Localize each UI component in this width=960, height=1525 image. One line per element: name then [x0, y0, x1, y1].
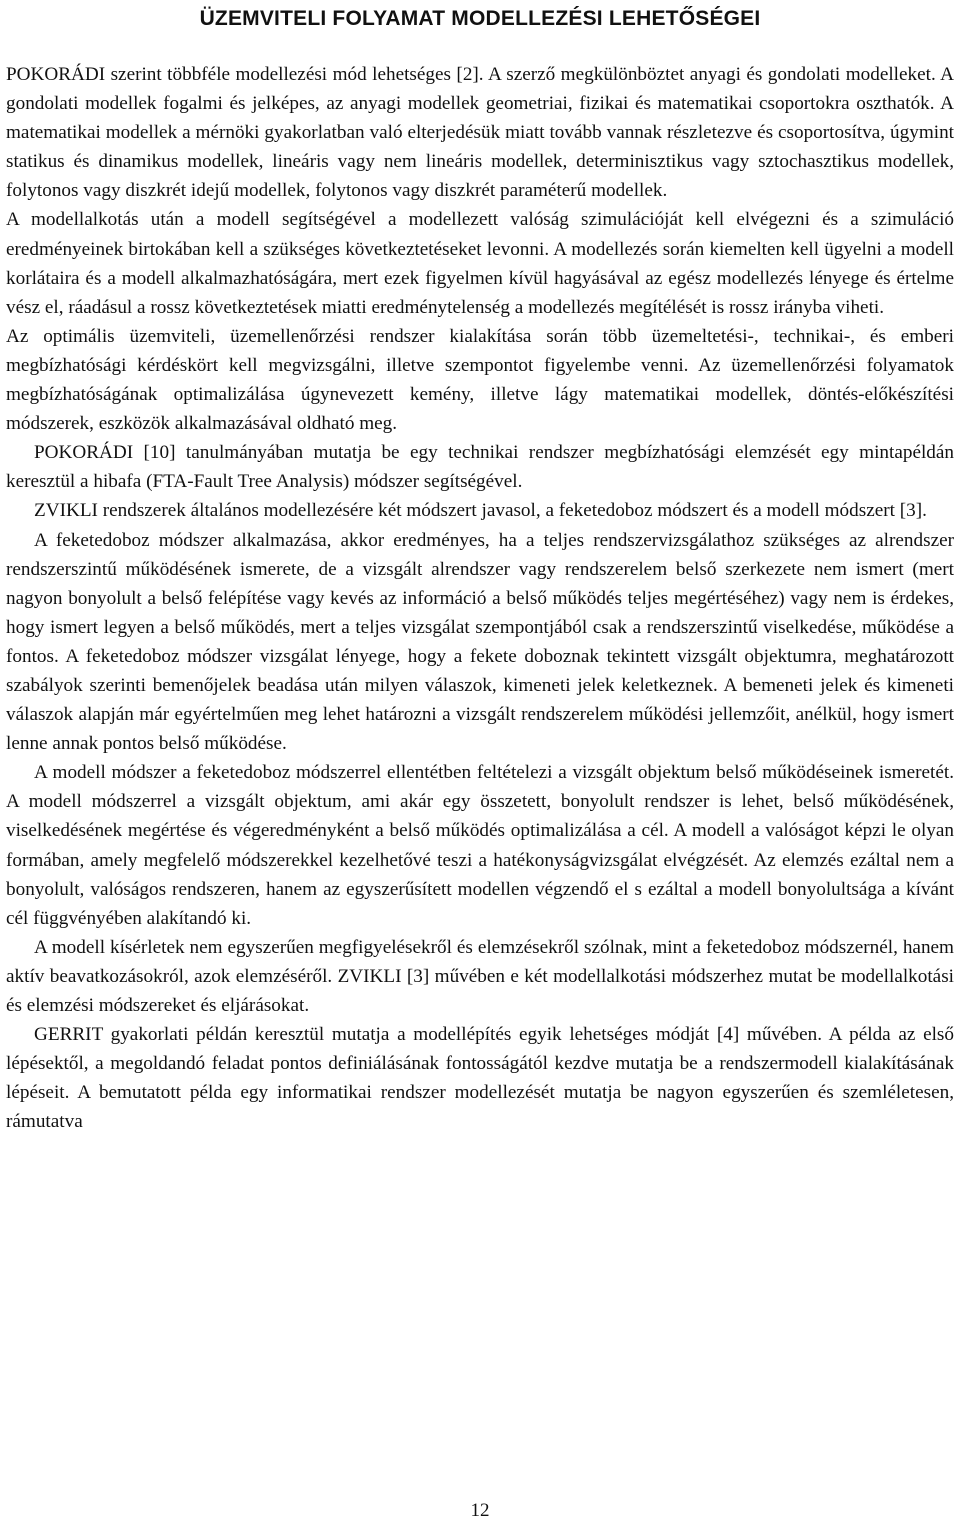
- paragraph-blackbox: A feketedoboz módszer alkalmazása, akkor eredményes, ha a teljes rendszervizsgálathoz szükséges az alrendszer rendszerszintű működésének ismerete, de a vizsgált alrendszer vagy rendszerelem belső szerkezete nem ismert (mert nagyon bonyolult a belső felépítése vagy kevés az információ a belső működés teljes megértéséhez) vagy nem is érdekes, hogy ismert legyen a belső működés, mert a teljes vizsgálat szempontjából csak a rendszerszintű viselkedése, működése a fontos. A feketedoboz módszer vizsgálat lényege, hogy a fekete doboznak tekintett vizsgált objektumra, meghatározott szabályok szerinti bemenőjelek beadása után milyen válaszok, kimeneti jelek keletkeznek. A bemeneti jelek és kimeneti válaszok alapján már egyértelműen meg lehet határozni a vizsgált rendszerelem működési jellemzőit, anélkül, hogy ismert lenne annak pontos belső működése.: [6, 529, 954, 755]
- paragraph-modeling-modes: POKORÁDI szerint többféle modellezési mód lehetséges [2]. A szerző megkülönböztet anyagi és gondolati modelleket. A gondolati modellek fogalmi és jelképes, az anyagi modellek geometriai, fizikai és matematikai csoportokra oszthatók. A matematikai modellek a mérnöki gyakorlatban való elterjedésük miatt tovább vannak részletezve és csoportosítva, úgymint statikus és dinamikus modellek, lineáris vagy nem lineáris modellek, determinisztikus vagy sztochasztikus modellek, folytonos vagy diszkrét idejű modellek, folytonos vagy diszkrét paraméterű modellek.: [6, 64, 954, 202]
- paragraph-optimal-system: Az optimális üzemviteli, üzemellenőrzési rendszer kialakítása során több üzemeltetési-, technikai-, és emberi megbízhatósági kérdéskört kell megvizsgálni, illetve szempontot figyelembe venni. Az üzemellenőrzési folyamatok megbízhatóságának optimalizálása úgynevezett kemény, illetve lágy matematikai modellek, döntés-előkészítési módszerek, eszközök alkalmazásával oldható meg.: [6, 325, 954, 435]
- paragraph-gerrit: GERRIT gyakorlati példán keresztül mutatja a modellépítés egyik lehetséges módját [4] művében. A példa az első lépésektől, a megoldandó feladat pontos definiálásának fontosságától kezdve mutatja be a rendszermodell kialakításának lépéseit. A bemutatott példa egy informatikai rendszer modellezését mutatja be nagyon egyszerűen és szemléletesen, rámutatva: [6, 1024, 954, 1133]
- paragraph-model-method: A modell módszer a feketedoboz módszerrel ellentétben feltételezi a vizsgált objektum belső működéseinek ismeretét. A modell módszerrel a vizsgált objektum, ami akár egy összetett, bonyolult rendszer is lehet, belső működésének, viselkedésének megértése és végeredményként a belső működés optimalizálása a cél. A modell a valóságot képzi le olyan formában, amely megfelelő módszerekkel kezelhetővé teszi a hatékonyságvizsgálat elvégzését. Az elemzés ezáltal nem a bonyolult, valóságos rendszeren, hanem az egyszerűsített modellen végzendő el s ezáltal a modell bonyolultsága a kívánt cél függvényében alakítandó ki.: [6, 762, 954, 929]
- body-text: [6, 60, 954, 1136]
- paragraph-fta: POKORÁDI [10] tanulmányában mutatja be egy technikai rendszer megbízhatósági elemzését egy mintapéldán keresztül a hibafa (FTA-Fault Tree Analysis) módszer segítségével.: [6, 442, 954, 493]
- paragraph-zvikli-methods: ZVIKLI rendszerek általános modellezésére két módszert javasol, a feketedoboz módszert és a modell módszert [3].: [34, 500, 927, 522]
- page-number: 12: [470, 1500, 490, 1521]
- document-title: ÜZEMVITELI FOLYAMAT MODELLEZÉSI LEHETŐSÉGEI: [199, 7, 761, 30]
- paragraph-model-experiments: A modell kísérletek nem egyszerűen megfigyelésekről és elemzésekről szólnak, mint a feketedoboz módszernél, hanem aktív beavatkozásokról, azok elemzéséről. ZVIKLI [3] művében e két modellalkotási módszerhez mutat be modellalkotási és elemzési módszereket és eljárásokat.: [6, 936, 954, 1016]
- paragraph-simulation: A modellalkotás után a modell segítségével a modellezett valóság szimulációját kell elvégezni és a szimuláció eredményeinek birtokában kell a szükséges következtetéseket levonni. A modellezés során kiemelten kell ügyelni a modell korlátaira és a modell alkalmazhatóságára, mert ezek figyelmen kívül hagyásával az egész modellezés lényege és értelme vész el, ráadásul a rossz következtetések miatti eredménytelenség a modellezés megítélését is rossz irányba viheti.: [6, 209, 954, 318]
